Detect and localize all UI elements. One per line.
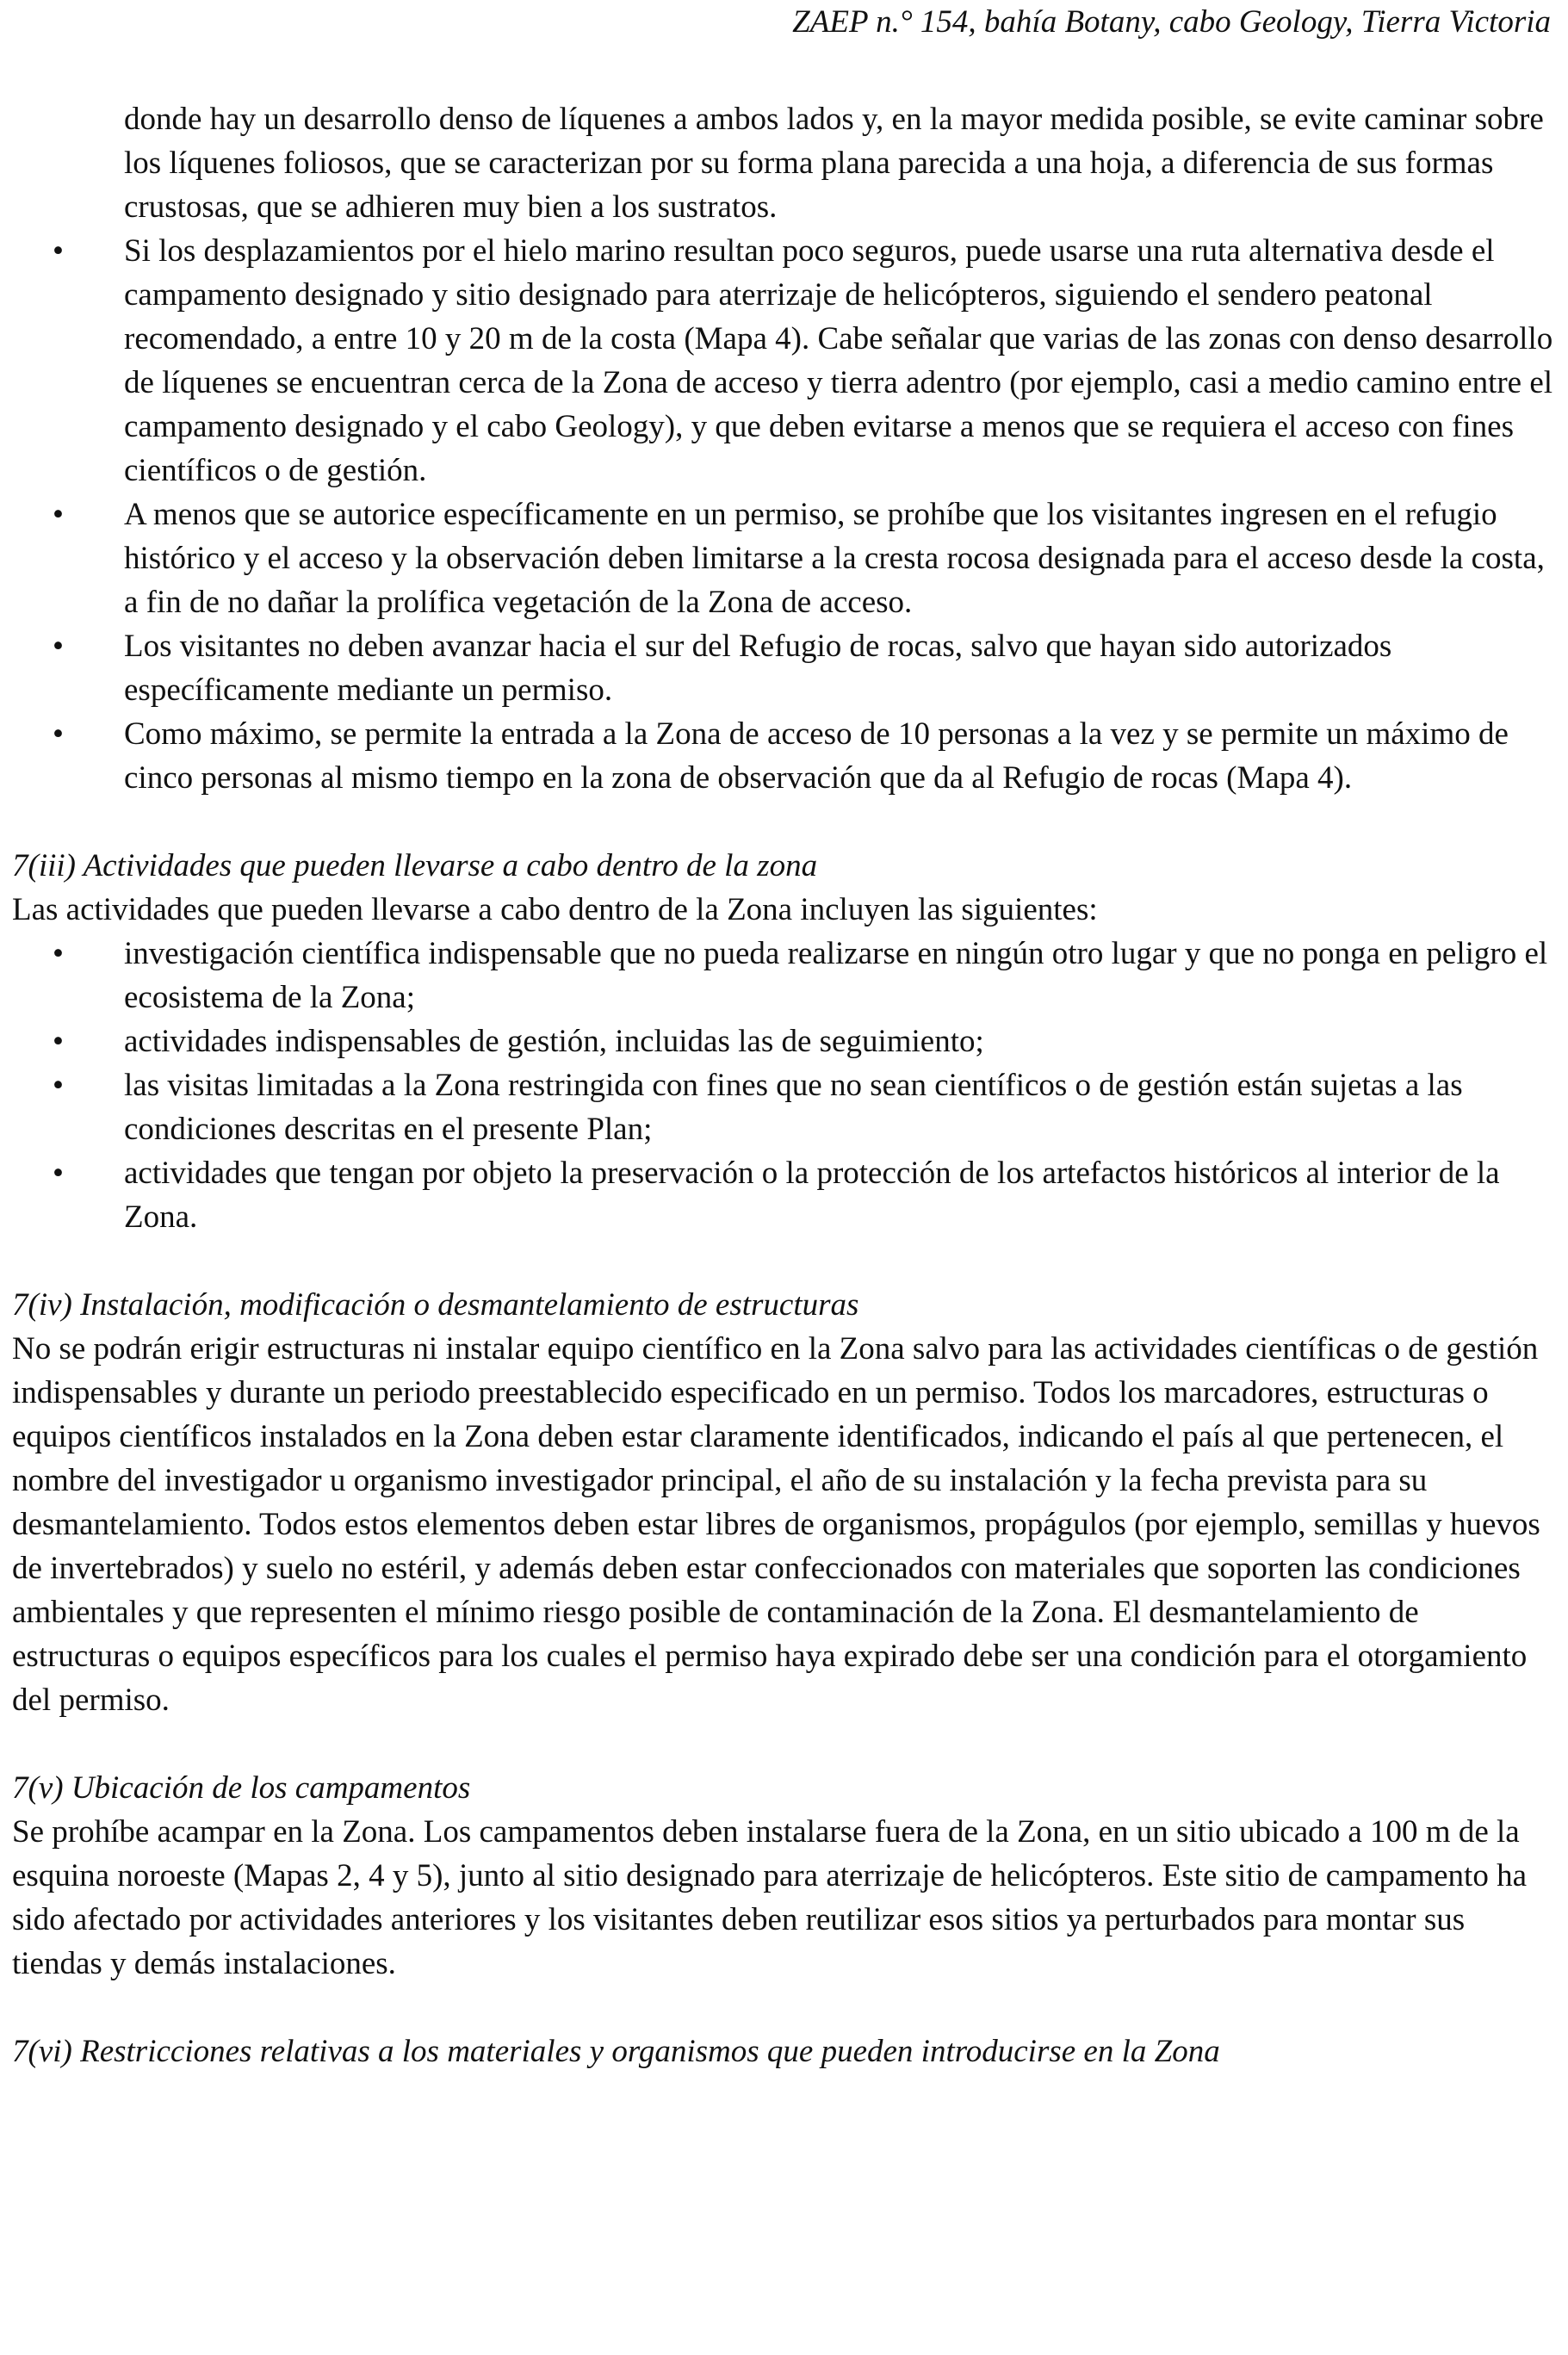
list-item: • Como máximo, se permite la entrada a la Zona de acceso de 10 personas a la vez y se permite un máximo de cinco personas al mismo tiempo en la zona de observación que da al Refugio de rocas (Mapa 4). [12,712,1562,800]
section-gap [12,1239,1562,1283]
list-item: • Si los desplazamientos por el hielo marino resultan poco seguros, puede usarse una ruta alternativa desde el campamento designado y sitio designado para aterrizaje de helicópteros, siguiendo el sendero peatonal recomendado, a entre 10 y 20 m de la costa (Mapa 4). Cabe señalar que varias de las zonas con denso desarrollo de líquenes se encuentran cerca de la Zona de acceso y tierra adentro (por ejemplo, casi a medio camino entre el campamento designado y el cabo Geology), y que deben evitarse a menos que se requiera el acceso con fines científicos o de gestión. [12,229,1562,493]
list-item: • actividades indispensables de gestión, incluidas las de seguimiento; [12,1019,1562,1063]
section-heading-structures: 7(iv) Instalación, modificación o desmantelamiento de estructuras [12,1287,859,1323]
access-rules-list [12,229,1562,800]
section-gap [12,800,1562,844]
activities-list [12,932,1562,1239]
section-gap [12,1986,1562,2030]
running-header: ZAEP n.° 154, bahía Botany, cabo Geology, Tierra Victoria [792,4,1551,40]
section-heading-activities: 7(iii) Actividades que pueden llevarse a cabo dentro de la zona [12,848,818,883]
list-item: • las visitas limitadas a la Zona restringida con fines que no sean científicos o de gestión están sujetas a las condiciones descritas en el presente Plan; [12,1063,1562,1151]
list-item: • actividades que tengan por objeto la preservación o la protección de los artefactos históricos al interior de la Zona. [12,1151,1562,1239]
section-heading-camps: 7(v) Ubicación de los campamentos [12,1770,471,1806]
document-body [12,97,1562,2073]
continuation-paragraph: donde hay un desarrollo denso de líquenes a ambos lados y, en la mayor medida posible, se evite caminar sobre los líquenes foliosos, que se caracterizan por su forma plana parecida a una hoja, a diferencia de sus formas crustosas, que se adhieren muy bien a los sustratos. [124,102,1544,225]
list-item: • A menos que se autorice específicamente en un permiso, se prohíbe que los visitantes ingresen en el refugio histórico y el acceso y la observación deben limitarse a la cresta rocosa designada para el acceso desde la costa, a fin de no dañar la prolífica vegetación de la Zona de acceso. [12,493,1562,624]
camps-paragraph: Se prohíbe acampar en la Zona. Los campamentos deben instalarse fuera de la Zona, en un sitio ubicado a 100 m de la esquina noroeste (Mapas 2, 4 y 5), junto al sitio designado para aterrizaje de helicópteros. Este sitio de campamento ha sido afectado por actividades anteriores y los visitantes deben reutilizar esos sitios ya perturbados para montar sus tiendas y demás instalaciones. [12,1814,1527,1981]
structures-paragraph: No se podrán erigir estructuras ni instalar equipo científico en la Zona salvo para las actividades científicas o de gestión indispensables y durante un periodo preestablecido especificado en un permiso. Todos los marcadores, estructuras o equipos científicos instalados en la Zona deben estar claramente identificados, indicando el país al que pertenecen, el nombre del investigador u organismo investigador principal, el año de su instalación y la fecha prevista para su desmantelamiento. Todos estos elementos deben estar libres de organismos, propágulos (por ejemplo, semillas y huevos de invertebrados) y suelo no estéril, y además deben estar confeccionados con materiales que soporten las condiciones ambientales y que representen el mínimo riesgo posible de contaminación de la Zona. El desmantelamiento de estructuras o equipos específicos para los cuales el permiso haya expirado debe ser una condición para el otorgamiento del permiso. [12,1331,1540,1718]
list-item: • Los visitantes no deben avanzar hacia el sur del Refugio de rocas, salvo que hayan sido autorizados específicamente mediante un permiso. [12,624,1562,712]
section-gap [12,1722,1562,1766]
section-heading-restrictions: 7(vi) Restricciones relativas a los materiales y organismos que pueden introducirse en la Zona [12,2034,1220,2069]
list-item: • investigación científica indispensable que no pueda realizarse en ningún otro lugar y que no ponga en peligro el ecosistema de la Zona; [12,932,1562,1019]
activities-intro: Las actividades que pueden llevarse a cabo dentro de la Zona incluyen las siguientes: [12,892,1098,927]
